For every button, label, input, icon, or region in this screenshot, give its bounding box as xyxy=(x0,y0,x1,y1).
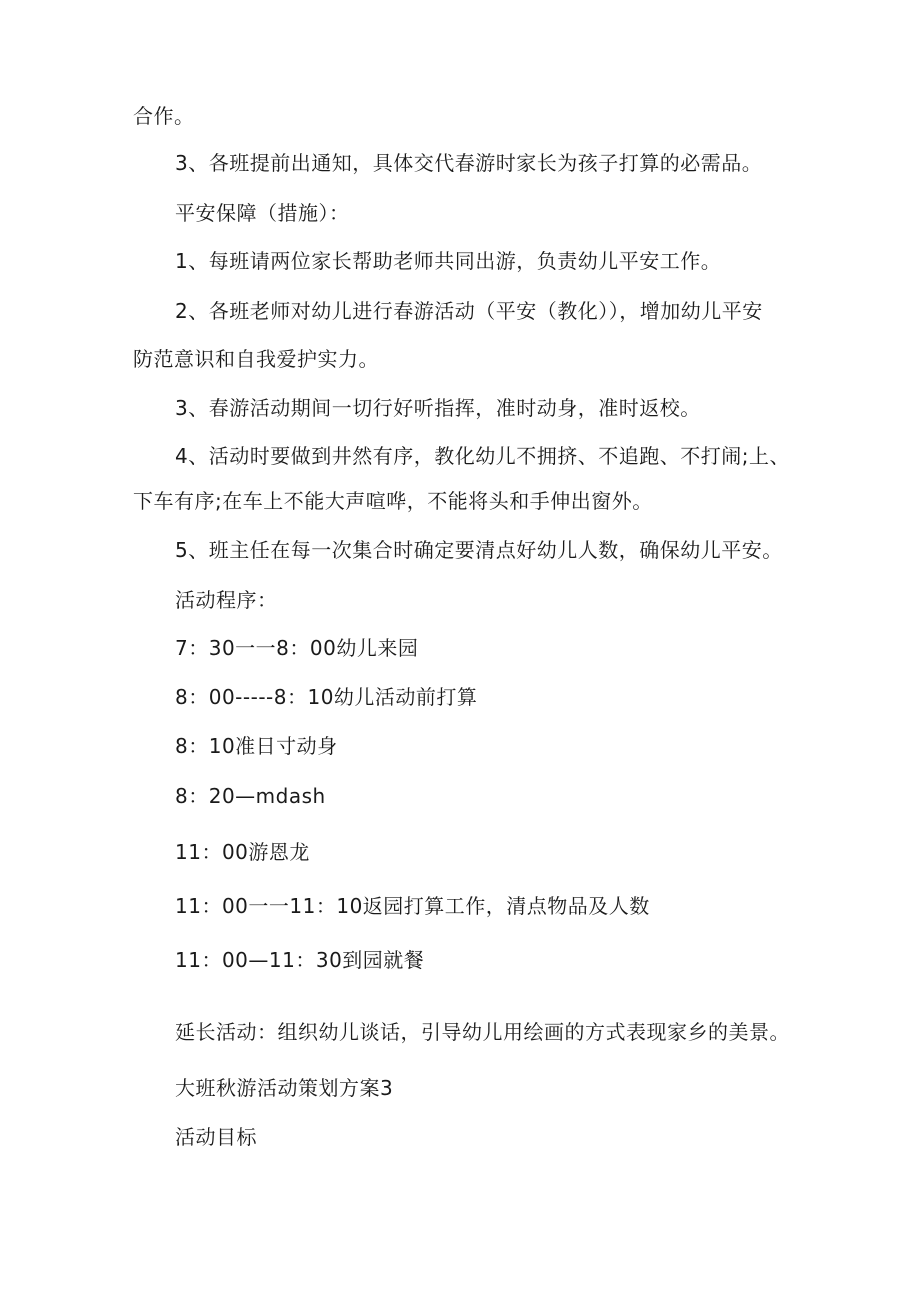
schedule-item: 8：00-----8：10幼儿活动前打算 xyxy=(175,685,478,709)
paragraph-line: 5、班主任在每一次集合时确定要清点好幼儿人数，确保幼儿平安。 xyxy=(175,538,783,562)
section-heading: 平安保障（措施）： xyxy=(175,201,350,225)
paragraph-line: 3、春游活动期间一切行好听指挥，准时动身，准时返校。 xyxy=(175,396,701,420)
schedule-item: 11：00—11：30到园就餐 xyxy=(175,948,425,972)
section-heading: 活动程序： xyxy=(175,588,278,612)
paragraph-line: 延长活动：组织幼儿谈话，引导幼儿用绘画的方式表现家乡的美景。 xyxy=(175,1020,790,1044)
paragraph-line: 防范意识和自我爱护实力。 xyxy=(133,347,379,371)
schedule-item: 11：00游恩龙 xyxy=(175,840,310,864)
section-heading: 活动目标 xyxy=(175,1125,257,1149)
paragraph-line: 1、每班请两位家长帮助老师共同出游，负责幼儿平安工作。 xyxy=(175,249,722,273)
paragraph-line: 下车有序;在车上不能大声喧哗，不能将头和手伸出窗外。 xyxy=(133,489,653,513)
document-title: 大班秋游活动策划方案3 xyxy=(175,1076,394,1100)
paragraph-line: 4、活动时要做到井然有序，教化幼儿不拥挤、不追跑、不打闹;上、 xyxy=(175,444,790,468)
schedule-item: 8：20—mdash xyxy=(175,784,326,808)
schedule-item: 8：10准日寸动身 xyxy=(175,734,338,758)
paragraph-line: 2、各班老师对幼儿进行春游活动（平安（教化）），增加幼儿平安 xyxy=(175,299,763,323)
paragraph-line: 合作。 xyxy=(133,104,195,128)
schedule-item: 7：30一一8：00幼儿来园 xyxy=(175,636,419,660)
schedule-item: 11：00一一11：10返园打算工作，清点物品及人数 xyxy=(175,894,650,918)
paragraph-line: 3、各班提前出通知，具体交代春游时家长为孩子打算的必需品。 xyxy=(175,151,763,175)
